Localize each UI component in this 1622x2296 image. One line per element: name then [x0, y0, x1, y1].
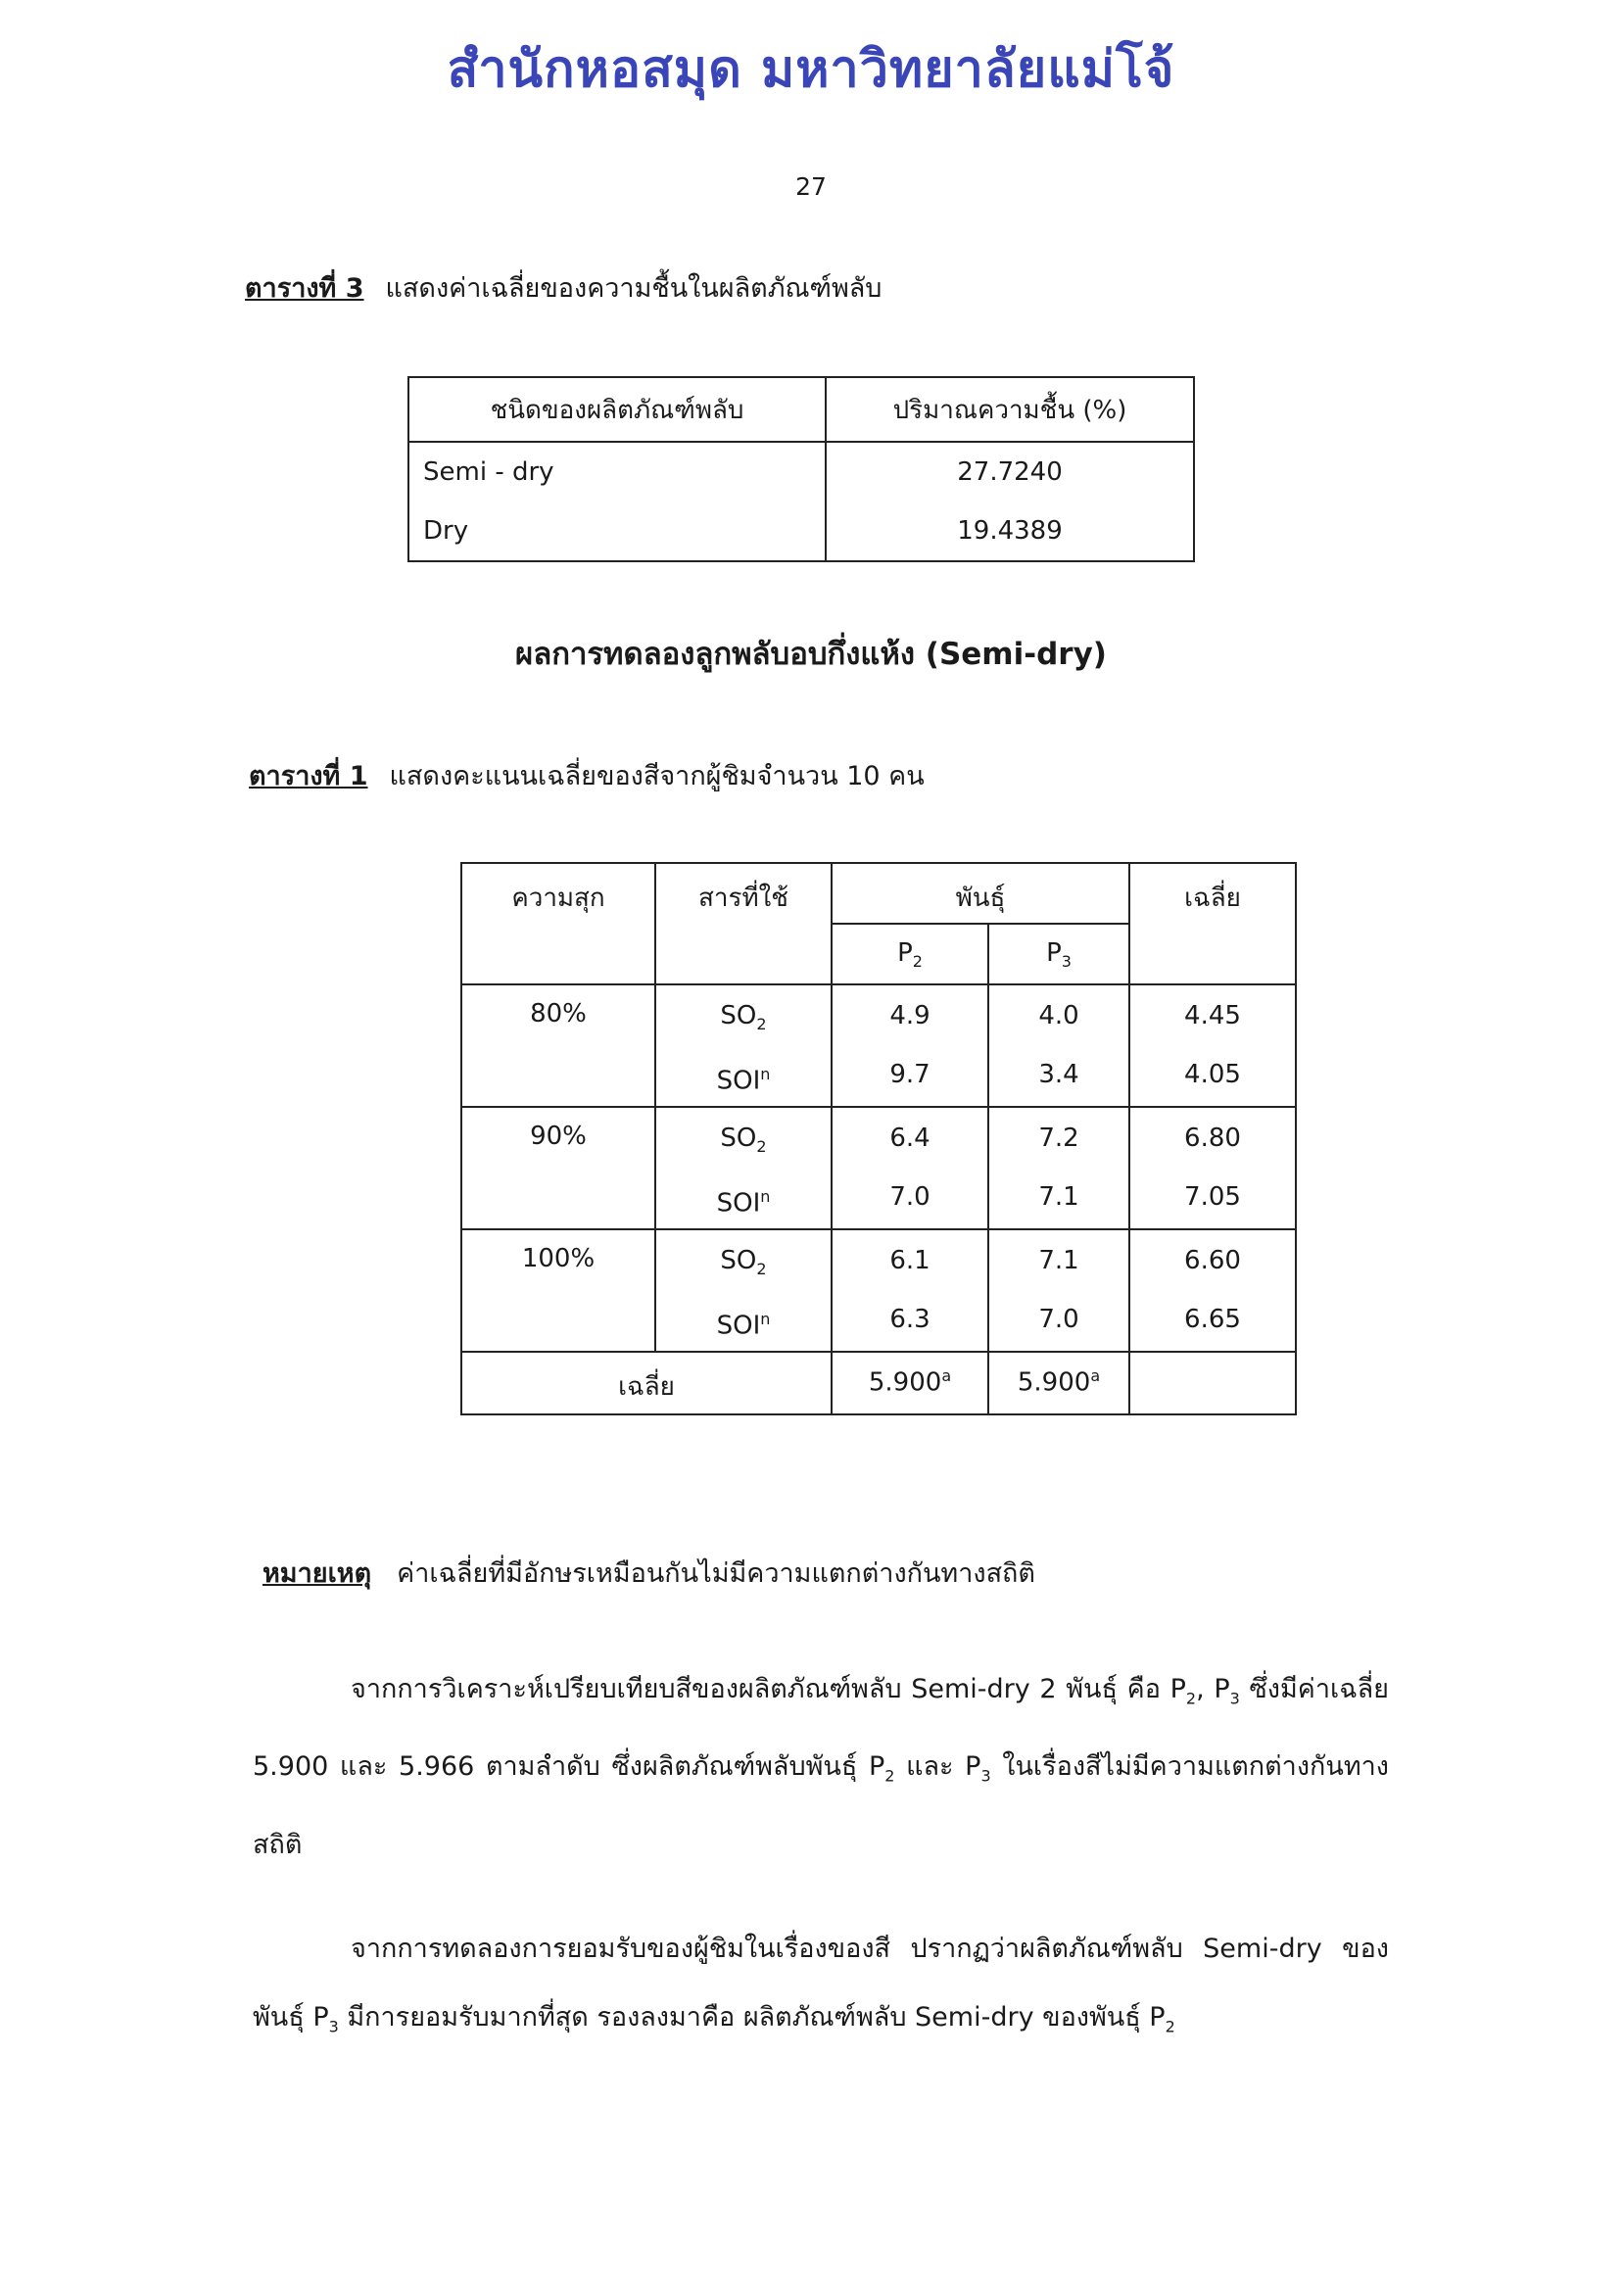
table3-caption-text: แสดงค่าเฉลี่ยของความชื้นในผลิตภัณฑ์พลับ — [385, 273, 883, 304]
col-header-type: ชนิดของผลิตภัณฑ์พลับ — [408, 377, 826, 442]
table1-caption-text: แสดงคะแนนเฉลี่ยของสีจากผู้ชิมจำนวน 10 คน — [389, 761, 925, 791]
table3-label: ตารางที่ 3 — [245, 273, 364, 304]
col-header-moisture: ปริมาณความชื้น (%) — [826, 377, 1194, 442]
cell-substance: $SO_2$ SOI$^n$ — [655, 1107, 832, 1229]
cell-mean: 6.60 6.65 — [1129, 1229, 1296, 1352]
moisture-table — [407, 376, 1195, 562]
section-heading: ผลการทดลองลูกพลับอบกึ่งแห้ง (Semi-dry) — [515, 637, 1107, 672]
color-score-table — [460, 862, 1297, 1415]
page-number: 27 — [795, 172, 827, 201]
cell-p3: 7.2 7.1 — [988, 1107, 1129, 1229]
col-header-substance: สารที่ใช้ — [655, 863, 832, 984]
table-row — [461, 1229, 1296, 1352]
table-footer-row — [461, 1352, 1296, 1414]
table-row — [461, 1107, 1296, 1229]
table1-label: ตารางที่ 1 — [249, 761, 368, 791]
col-header-p2: $P_2$ — [832, 924, 988, 984]
cell-moisture: 27.7240 — [826, 442, 1194, 502]
note-label: หมายเหตุ — [262, 1558, 372, 1589]
col-header-p3: $P_3$ — [988, 924, 1129, 984]
cell-mean: 6.80 7.05 — [1129, 1107, 1296, 1229]
paragraph-2: จากการทดลองการยอมรับของผู้ชิมในเรื่องของสี ปรากฏว่าผลิตภัณฑ์พลับ Semi-dry ของพันธุ์ $P_3$ มีการยอมรับมากที่สุด รองลงมาคือ ผลิตภัณฑ์พลับ Semi-dry ของพันธุ์ $P_2$ — [253, 1934, 1389, 2036]
cell-ripeness: 100% — [461, 1229, 655, 1352]
table3-caption — [245, 266, 882, 309]
footer-p3: 5.900$^a$ — [988, 1352, 1129, 1414]
cell-ripeness: 80% — [461, 984, 655, 1107]
cell-p3: 4.0 3.4 — [988, 984, 1129, 1107]
cell-type: Semi - dry — [408, 442, 826, 502]
footer-label: เฉลี่ย — [461, 1352, 832, 1414]
cell-ripeness: 90% — [461, 1107, 655, 1229]
cell-p2: 6.1 6.3 — [832, 1229, 988, 1352]
paragraph-1: จากการวิเคราะห์เปรียบเทียบสีของผลิตภัณฑ์พลับ Semi-dry 2 พันธุ์ คือ $P_2$, $P_3$ ซึ่งมีค่าเฉลี่ย 5.900 และ 5.966 ตามลำดับ ซึ่งผลิตภัณฑ์พลับพันธุ์ $P_2$ และ $P_3$ ในเรื่องสีไม่มีความแตกต่างกันทางสถิติ — [253, 1674, 1389, 1860]
library-stamp: สำนักหอสมุด มหาวิทยาลัยแม่โจ้ — [447, 39, 1175, 99]
cell-moisture: 19.4389 — [826, 502, 1194, 561]
footer-mean — [1129, 1352, 1296, 1414]
cell-type: Dry — [408, 502, 826, 561]
table-note — [262, 1552, 1035, 1594]
col-header-mean: เฉลี่ย — [1129, 863, 1296, 984]
col-header-ripeness: ความสุก — [461, 863, 655, 984]
cell-mean: 4.45 4.05 — [1129, 984, 1296, 1107]
table1-caption — [249, 754, 925, 796]
footer-p2: 5.900$^a$ — [832, 1352, 988, 1414]
note-text: ค่าเฉลี่ยที่มีอักษรเหมือนกันไม่มีความแตกต่างกันทางสถิติ — [397, 1558, 1035, 1589]
cell-p2: 4.9 9.7 — [832, 984, 988, 1107]
cell-p2: 6.4 7.0 — [832, 1107, 988, 1229]
col-header-variety: พันธุ์ — [832, 863, 1129, 924]
cell-substance: $SO_2$ SOI$^n$ — [655, 1229, 832, 1352]
table-row — [461, 984, 1296, 1107]
cell-p3: 7.1 7.0 — [988, 1229, 1129, 1352]
cell-substance: $SO_2$ SOI$^n$ — [655, 984, 832, 1107]
